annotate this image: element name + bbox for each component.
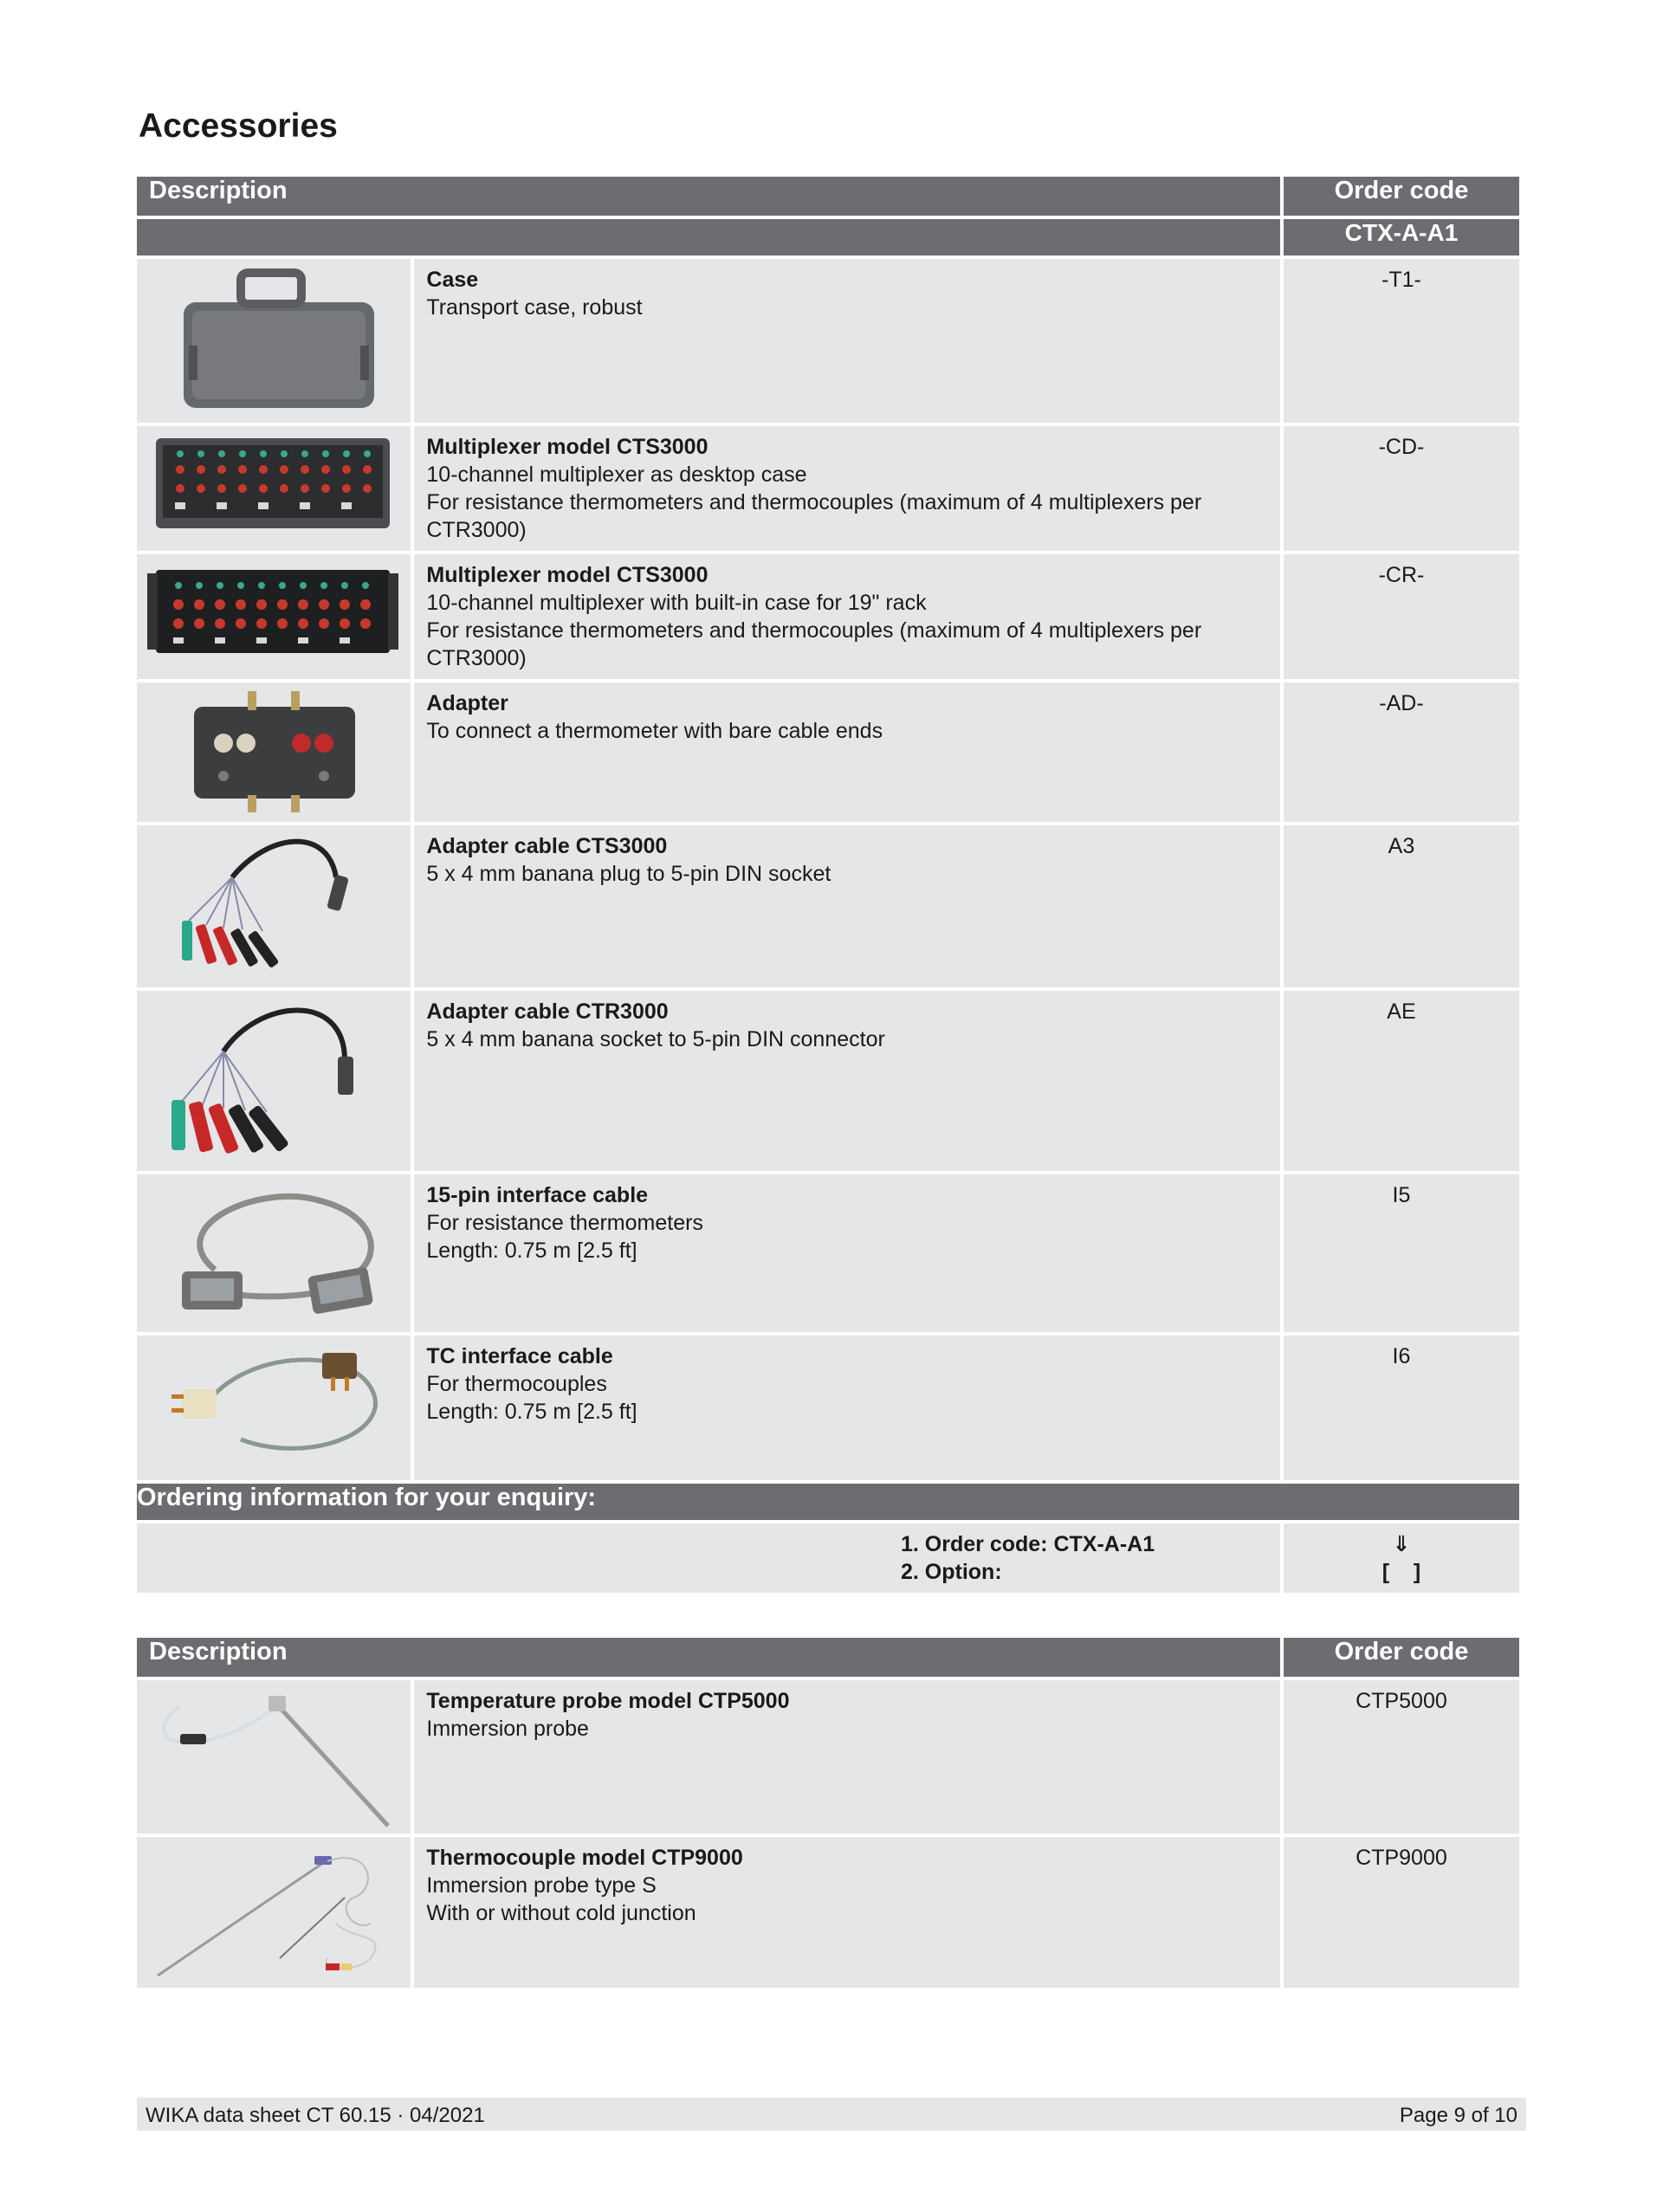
immersion-probe-image: [137, 1680, 411, 1834]
col-order-code: Order code: [1284, 177, 1519, 216]
row-line: For thermocouples: [426, 1372, 607, 1396]
row-title: 15-pin interface cable: [426, 1183, 649, 1207]
case-image: [137, 259, 411, 423]
accessories-table: [133, 173, 1523, 1596]
banana-socket-cable-image: [137, 991, 411, 1171]
row-code: AE: [1284, 991, 1519, 1171]
row-line: Transport case, robust: [426, 295, 643, 320]
row-code: I6: [1284, 1336, 1519, 1480]
row-line: With or without cold junction: [426, 1901, 696, 1925]
row-title: Case: [426, 268, 479, 292]
down-arrow-icon: ⇓: [1392, 1532, 1411, 1556]
banana-plug-cable-image: [137, 825, 411, 987]
row-title: Temperature probe model CTP5000: [426, 1689, 790, 1713]
table-row: [137, 1680, 1519, 1834]
multiplexer-rack-image: [137, 554, 411, 679]
row-line: 5 x 4 mm banana plug to 5-pin DIN socket: [426, 862, 832, 886]
row-description: [414, 1837, 1280, 1988]
row-line: CTR3000): [426, 518, 527, 542]
row-code: -CR-: [1284, 554, 1519, 679]
row-line: Immersion probe: [426, 1717, 589, 1741]
row-description: [414, 1336, 1280, 1480]
table-row: [137, 554, 1519, 679]
row-description: [414, 554, 1280, 679]
row-line: Immersion probe type S: [426, 1873, 657, 1898]
multiplexer-desktop-image: [137, 426, 411, 551]
row-description: [414, 1174, 1280, 1332]
row-code: I5: [1284, 1174, 1519, 1332]
row-line: CTR3000): [426, 646, 527, 670]
row-line: For resistance thermometers and thermocouples (maximum of 4 multiplexers per: [426, 490, 1202, 514]
ordering-steps: [137, 1523, 1280, 1593]
row-line: 10-channel multiplexer with built-in case for 19" rack: [426, 591, 927, 615]
tc-cable-image: [137, 1336, 411, 1480]
table-row: [137, 825, 1519, 987]
table-row: [137, 259, 1519, 423]
ordering-step-2: 2. Option:: [901, 1560, 1002, 1584]
code-prefix-row: [137, 219, 1519, 255]
thermocouple-probe-image: [137, 1837, 411, 1988]
row-title: Adapter: [426, 691, 508, 715]
row-description: [414, 259, 1280, 423]
table-row: [137, 1336, 1519, 1480]
table-row: [137, 426, 1519, 551]
page-footer: [137, 2098, 1526, 2131]
ordering-row: [137, 1523, 1519, 1593]
code-prefix: CTX-A-A1: [1284, 219, 1519, 255]
table-row: [137, 682, 1519, 822]
row-code: A3: [1284, 825, 1519, 987]
table-row: [137, 991, 1519, 1171]
row-line: To connect a thermometer with bare cable ends: [426, 719, 883, 743]
adapter-image: [137, 682, 411, 822]
page-number: Page 9 of 10: [1399, 2104, 1517, 2127]
row-code: CTP9000: [1284, 1837, 1519, 1988]
row-line: For resistance thermometers and thermocouples (maximum of 4 multiplexers per: [426, 618, 1202, 643]
row-title: Multiplexer model CTS3000: [426, 563, 709, 587]
row-line: For resistance thermometers: [426, 1211, 703, 1235]
row-code: -T1-: [1284, 259, 1519, 423]
row-line: Length: 0.75 m [2.5 ft]: [426, 1400, 637, 1424]
col-description: Description: [137, 1638, 1280, 1677]
row-code: -CD-: [1284, 426, 1519, 551]
row-title: Adapter cable CTS3000: [426, 834, 668, 858]
table-header: [137, 177, 1519, 216]
page-title: Accessories: [139, 107, 338, 145]
col-description: Description: [137, 177, 1280, 216]
sub-d-cable-image: [137, 1174, 411, 1332]
row-title: Thermocouple model CTP9000: [426, 1846, 743, 1870]
col-order-code: Order code: [1284, 1638, 1519, 1677]
option-bracket: [ ]: [1382, 1560, 1421, 1584]
row-title: Adapter cable CTR3000: [426, 999, 669, 1024]
ordering-header-row: [137, 1484, 1519, 1520]
ordering-heading: Ordering information for your enquiry:: [137, 1484, 1519, 1520]
row-line: 10-channel multiplexer as desktop case: [426, 462, 807, 487]
footer-doc-info: WIKA data sheet CT 60.15 · 04/2021: [146, 2104, 485, 2127]
ordering-step-1: 1. Order code: CTX-A-A1: [901, 1532, 1155, 1556]
row-code: CTP5000: [1284, 1680, 1519, 1834]
row-description: [414, 825, 1280, 987]
row-description: [414, 682, 1280, 822]
row-description: [414, 426, 1280, 551]
row-line: Length: 0.75 m [2.5 ft]: [426, 1239, 637, 1263]
row-title: Multiplexer model CTS3000: [426, 435, 709, 459]
table-row: [137, 1174, 1519, 1332]
row-line: 5 x 4 mm banana socket to 5-pin DIN connector: [426, 1027, 885, 1051]
row-code: -AD-: [1284, 682, 1519, 822]
row-description: [414, 991, 1280, 1171]
probes-table: [133, 1634, 1523, 1991]
row-description: [414, 1680, 1280, 1834]
ordering-marks: [1284, 1523, 1519, 1593]
row-title: TC interface cable: [426, 1344, 613, 1368]
table-row: [137, 1837, 1519, 1988]
table-header: [137, 1638, 1519, 1677]
